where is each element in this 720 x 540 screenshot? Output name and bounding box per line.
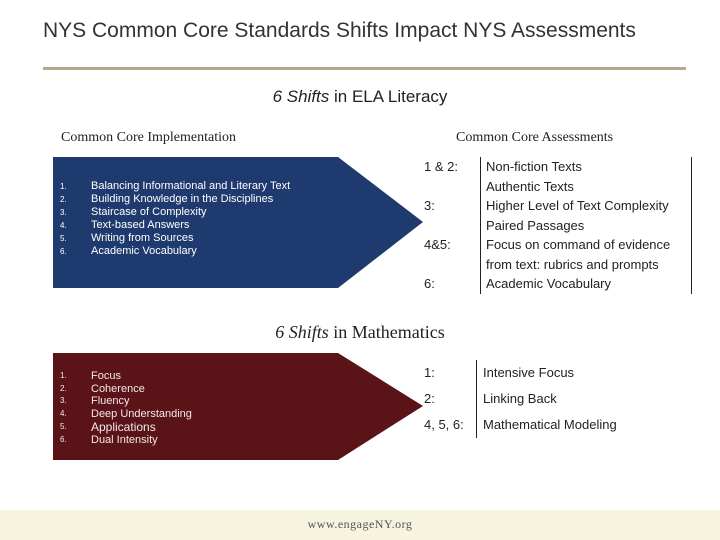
- ela-shifts-arrow: [53, 157, 423, 288]
- assessment-key-text: 4&5:: [424, 237, 451, 252]
- assessment-key: 1 & 2:: [415, 157, 481, 196]
- table-row: [415, 412, 683, 438]
- ela-heading: [0, 87, 720, 107]
- list-number: 2.: [60, 195, 67, 204]
- list-text: Building Knowledge in the Disciplines: [91, 193, 274, 205]
- math-item: [60, 420, 192, 434]
- table-row: [415, 157, 692, 196]
- list-text: Text-based Answers: [91, 219, 190, 231]
- list-text: Dual Intensity: [91, 434, 158, 446]
- table-row: [415, 360, 683, 386]
- list-text: Academic Vocabulary: [91, 245, 197, 257]
- assessment-key: [415, 235, 481, 274]
- math-heading: [0, 322, 720, 343]
- assessment-value: Academic Vocabulary: [481, 274, 692, 294]
- math-shifts-list: [60, 370, 192, 447]
- list-number: 5.: [60, 234, 67, 243]
- ela-assessments-table: [415, 157, 692, 294]
- assessment-key: 2:: [415, 386, 477, 412]
- list-number: 2.: [60, 383, 67, 393]
- math-shifts-arrow: [53, 353, 423, 460]
- list-text: Balancing Informational and Literary Text: [91, 180, 291, 192]
- assessment-value: Higher Level of Text Complexity Paired Passages: [481, 196, 692, 235]
- list-number: 5.: [60, 422, 67, 431]
- math-heading-rest: in Mathematics: [328, 322, 445, 342]
- list-text: Writing from Sources: [91, 232, 194, 244]
- assessment-key: 4, 5, 6:: [415, 412, 477, 438]
- math-heading-italic: 6 Shifts: [275, 322, 329, 342]
- page-title: NYS Common Core Standards Shifts Impact NYS Assessments: [43, 19, 636, 42]
- table-row: [415, 235, 692, 274]
- footer-url[interactable]: www.engageNY.org: [307, 517, 413, 531]
- list-number: 3.: [60, 396, 67, 405]
- list-text: Focus: [91, 370, 121, 382]
- list-number: 1.: [60, 182, 67, 191]
- list-number: 4.: [60, 408, 67, 418]
- math-assessments-table: [415, 360, 683, 438]
- ela-item: [60, 232, 290, 245]
- assessment-value: Non-fiction Texts Authentic Texts: [481, 157, 692, 196]
- list-number: 4.: [60, 221, 67, 230]
- table-row: [415, 274, 692, 294]
- math-item: [60, 370, 192, 383]
- ela-item: [60, 245, 290, 258]
- list-text: Deep Understanding: [91, 407, 192, 420]
- list-number: 1.: [60, 371, 67, 380]
- ela-heading-italic: 6 Shifts: [272, 87, 330, 106]
- list-text: Fluency: [91, 395, 130, 407]
- ela-item: [60, 219, 290, 232]
- assessment-key: 6:: [415, 274, 481, 294]
- implementation-label: Common Core Implementation: [61, 130, 236, 145]
- list-text: Staircase of Complexity: [91, 206, 207, 218]
- list-number: 3.: [60, 208, 67, 217]
- ela-shifts-list: [60, 180, 290, 258]
- assessment-value: Focus on command of evidence from text: rubrics and prompts: [481, 235, 692, 274]
- assessment-value: Linking Back: [483, 391, 557, 406]
- title-divider: [43, 67, 686, 70]
- assessment-key: 1:: [415, 360, 477, 386]
- assessments-label: Common Core Assessments: [456, 130, 614, 145]
- math-item: [60, 395, 192, 408]
- table-row: [415, 196, 692, 235]
- ela-item: [60, 206, 290, 219]
- assessment-value: Intensive Focus: [483, 365, 575, 380]
- list-text: Coherence: [91, 382, 145, 395]
- assessment-value: Mathematical Modeling: [483, 417, 617, 432]
- assessment-key: 3:: [415, 196, 481, 235]
- list-text: Applications: [91, 420, 156, 434]
- table-row: [415, 386, 683, 412]
- ela-item: [60, 180, 290, 193]
- math-item: [60, 383, 192, 396]
- math-item: [60, 434, 192, 447]
- ela-item: [60, 193, 290, 206]
- math-item: [60, 408, 192, 421]
- list-number: 6.: [60, 247, 67, 256]
- list-number: 6.: [60, 435, 67, 444]
- ela-heading-rest: in ELA Literacy: [329, 87, 448, 106]
